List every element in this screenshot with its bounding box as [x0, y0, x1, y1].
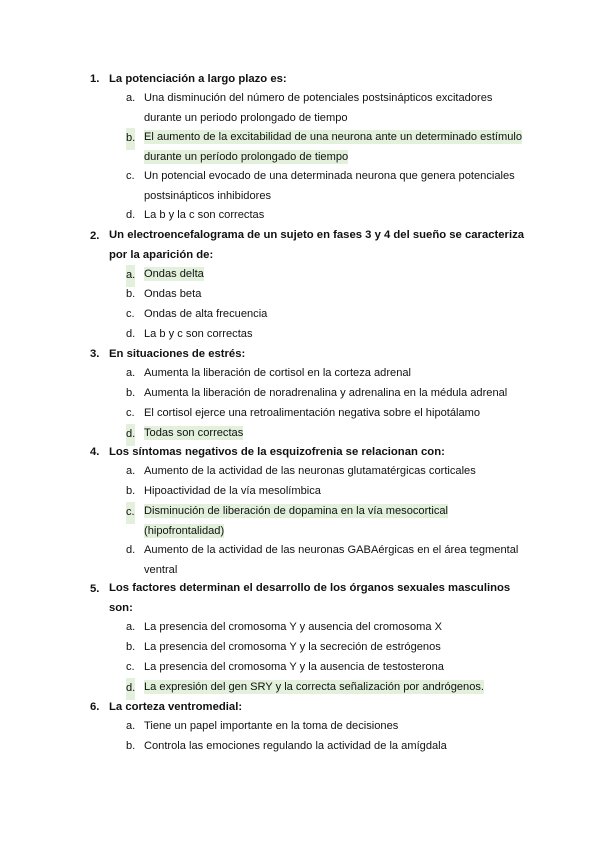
question-number: 4. — [90, 446, 100, 458]
option-text — [144, 638, 524, 658]
question-header — [0, 579, 600, 614]
option-text — [144, 462, 524, 482]
question-text: Un electroencefalograma de un sujeto en fases 3 y 4 del sueño se caracteriza por la aparición de: — [109, 229, 525, 261]
question-number: 1. — [90, 73, 100, 85]
option-text — [144, 717, 524, 737]
option-letter: b. — [126, 288, 136, 300]
option-a — [0, 364, 600, 384]
question-2 — [0, 226, 600, 340]
question-1 — [0, 69, 600, 221]
question-3 — [0, 344, 600, 440]
option-letter: b. — [126, 485, 136, 497]
option-b-correct — [0, 128, 600, 167]
option-text-content: Hipoactividad de la vía mesolímbica — [144, 485, 321, 497]
option-letter: a. — [126, 465, 136, 477]
option-letter: c. — [126, 170, 135, 182]
option-text-content: Ondas beta — [144, 288, 202, 300]
option-letter: d. — [126, 328, 136, 340]
option-text — [144, 482, 524, 502]
option-text-content: El cortisol ejerce una retroalimentación negativa sobre el hipotálamo — [144, 407, 481, 419]
option-letter: c. — [126, 308, 135, 320]
option-c — [0, 404, 600, 424]
option-text-content: Un potencial evocado de una determinada neurona que genera potenciales postsinápticos inhibidores — [144, 170, 515, 202]
option-letter: c. — [126, 661, 135, 673]
option-text — [144, 424, 524, 444]
question-number: 6. — [90, 701, 100, 713]
question-number: 5. — [90, 583, 100, 595]
option-text — [144, 128, 524, 167]
option-letter: d. — [126, 678, 135, 700]
option-a — [0, 89, 600, 128]
option-letter: d. — [126, 544, 136, 556]
correct-answer-highlight: La expresión del gen SRY y la correcta señalización por andrógenos. — [144, 681, 485, 693]
option-a — [0, 462, 600, 482]
option-b — [0, 384, 600, 404]
option-text-content: Aumenta la liberación de noradrenalina y adrenalina en la médula adrenal — [144, 387, 508, 399]
question-header — [0, 344, 600, 364]
option-letter: a. — [126, 92, 136, 104]
option-text — [144, 404, 524, 424]
option-a — [0, 618, 600, 638]
option-d — [0, 541, 600, 580]
options-list — [0, 462, 600, 580]
option-b — [0, 737, 600, 757]
option-text-content: La presencia del cromosoma Y y la secreción de estrógenos — [144, 641, 441, 653]
option-text-content: La presencia del cromosoma Y y ausencia del cromosoma X — [144, 621, 443, 633]
options-list — [0, 618, 600, 698]
option-a — [0, 717, 600, 737]
option-text — [144, 305, 524, 325]
option-c — [0, 658, 600, 678]
option-text-content: Controla las emociones regulando la actividad de la amígdala — [144, 740, 447, 752]
option-text — [144, 364, 524, 384]
option-text — [144, 384, 524, 404]
option-text — [144, 285, 524, 305]
question-text: Los síntomas negativos de la esquizofrenia se relacionan con: — [109, 446, 445, 458]
question-header — [0, 442, 600, 462]
correct-answer-highlight: Todas son correctas — [144, 427, 244, 439]
option-text-content: Aumenta la liberación de cortisol en la corteza adrenal — [144, 367, 412, 379]
option-text-content: Aumento de la actividad de las neuronas glutamatérgicas corticales — [144, 465, 476, 477]
option-d-correct — [0, 424, 600, 444]
option-text — [144, 325, 524, 345]
option-text — [144, 206, 524, 226]
option-c-correct — [0, 502, 600, 541]
question-header — [0, 697, 600, 717]
option-text — [144, 89, 524, 128]
option-letter: b. — [126, 641, 136, 653]
option-letter: c. — [126, 407, 135, 419]
option-text — [144, 167, 524, 206]
option-text-content: Una disminución del número de potenciales postsinápticos excitadores durante un periodo prolongado de tiempo — [144, 92, 493, 124]
option-text — [144, 618, 524, 638]
options-list — [0, 89, 600, 226]
option-letter: d. — [126, 209, 136, 221]
option-text-content: La presencia del cromosoma Y y la ausencia de testosterona — [144, 661, 444, 673]
correct-answer-highlight: El aumento de la excitabilidad de una neurona ante un determinado estímulo durante un período prolongado de tiempo — [144, 131, 523, 163]
option-text — [144, 737, 524, 757]
options-list — [0, 364, 600, 444]
option-c — [0, 167, 600, 206]
option-b — [0, 482, 600, 502]
options-list — [0, 717, 600, 757]
option-text — [144, 658, 524, 678]
option-d-correct — [0, 678, 600, 698]
option-b — [0, 638, 600, 658]
option-text-content: Aumento de la actividad de las neuronas GABAérgicas en el área tegmental ventral — [144, 544, 519, 576]
option-letter: d. — [126, 424, 135, 446]
option-letter: b. — [126, 740, 136, 752]
option-text — [144, 541, 524, 580]
correct-answer-highlight: Disminución de liberación de dopamina en la vía mesocortical (hipofrontalidad) — [144, 505, 449, 537]
question-text: Los factores determinan el desarrollo de los órganos sexuales masculinos son: — [109, 582, 511, 614]
option-letter: a. — [126, 621, 136, 633]
option-b — [0, 285, 600, 305]
option-text — [144, 502, 524, 541]
option-text — [144, 265, 524, 285]
question-number: 2. — [90, 230, 100, 242]
question-header — [0, 69, 600, 89]
option-d — [0, 206, 600, 226]
question-text: La corteza ventromedial: — [109, 701, 243, 713]
question-5 — [0, 579, 600, 694]
option-letter: b. — [126, 387, 136, 399]
option-text-content: Ondas de alta frecuencia — [144, 308, 268, 320]
option-letter: a. — [126, 367, 136, 379]
correct-answer-highlight: Ondas delta — [144, 268, 204, 280]
option-letter: c. — [126, 502, 135, 524]
question-number: 3. — [90, 348, 100, 360]
question-6 — [0, 697, 600, 752]
question-text: La potenciación a largo plazo es: — [109, 73, 287, 85]
option-letter: a. — [126, 265, 135, 287]
option-a-correct — [0, 265, 600, 285]
question-header — [0, 226, 600, 261]
option-text-content: La b y c son correctas — [144, 328, 253, 340]
option-letter: a. — [126, 720, 136, 732]
option-c — [0, 305, 600, 325]
option-text — [144, 678, 544, 698]
option-text-content: La b y la c son correctas — [144, 209, 265, 221]
option-text-content: Tiene un papel importante en la toma de decisiones — [144, 720, 399, 732]
option-d — [0, 325, 600, 345]
question-4 — [0, 442, 600, 576]
option-letter: b. — [126, 128, 135, 150]
question-text: En situaciones de estrés: — [109, 348, 246, 360]
options-list — [0, 265, 600, 345]
